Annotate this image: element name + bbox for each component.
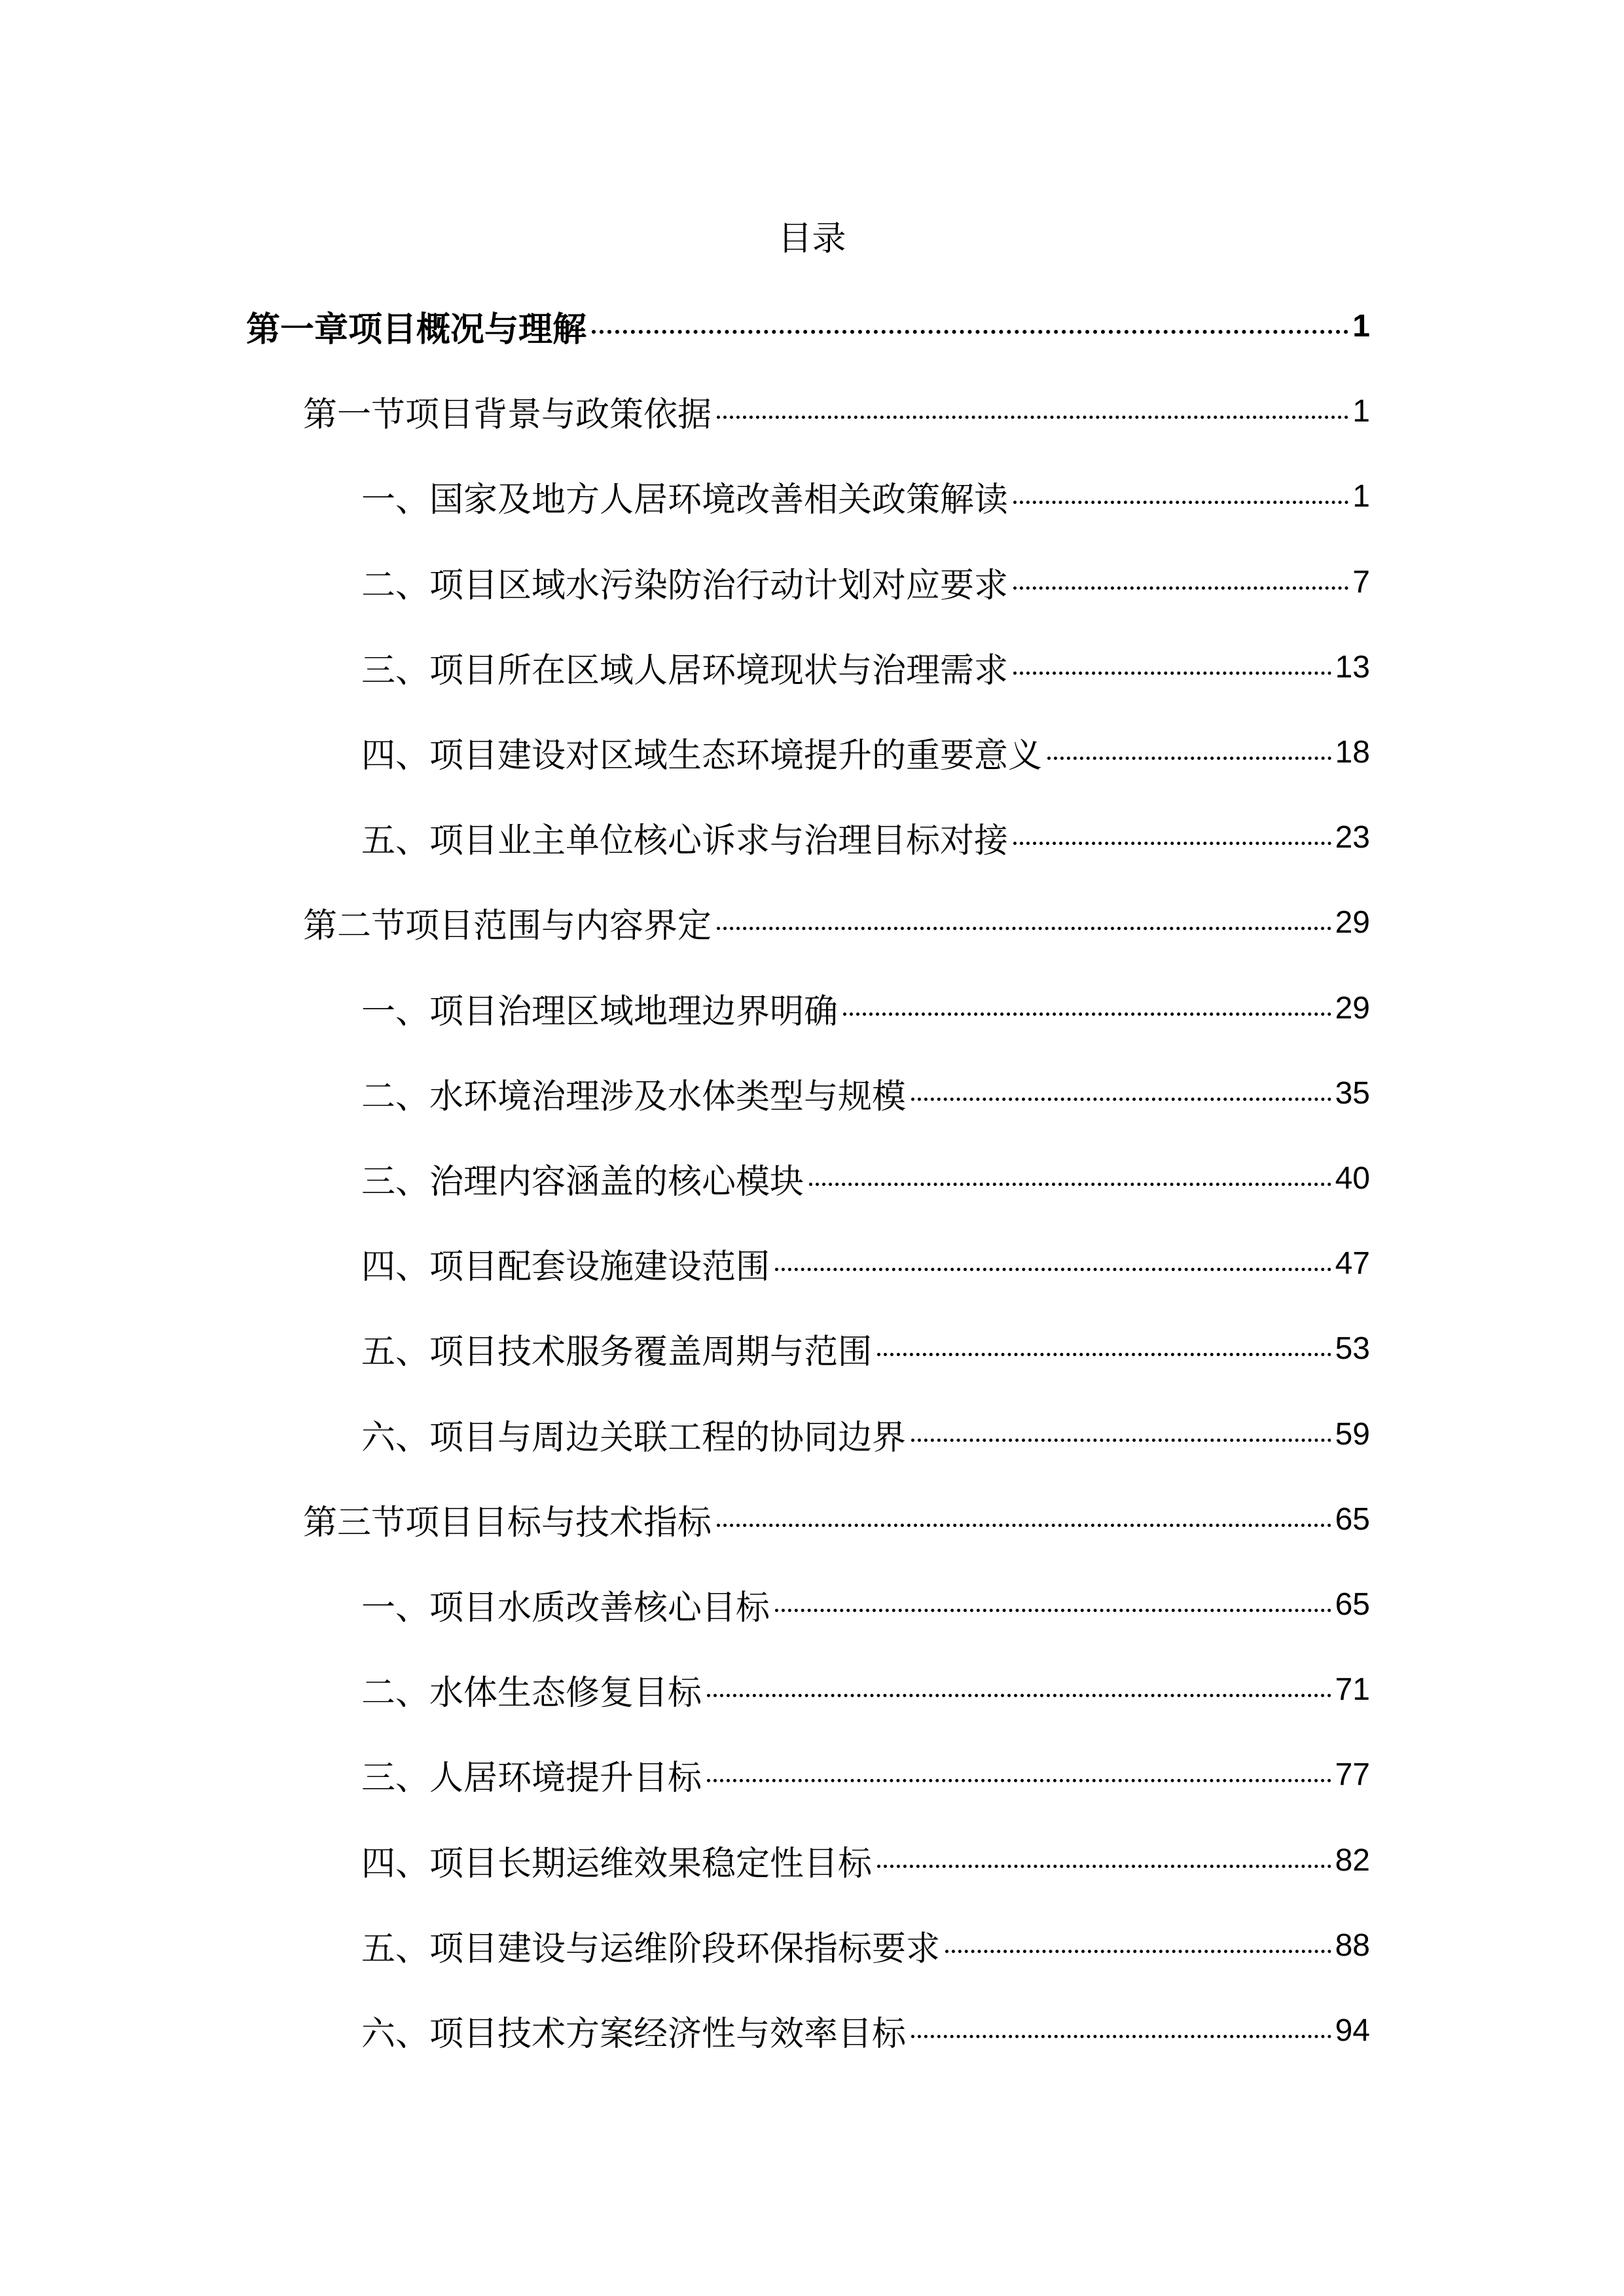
- toc-entry-page-number: 59: [1335, 1416, 1370, 1452]
- toc-entry-page-number: 13: [1335, 649, 1370, 685]
- toc-entry-page-number: 7: [1352, 564, 1370, 600]
- toc-entry-label: 一、项目治理区域地理边界明确: [361, 992, 839, 1031]
- toc-entry-page-number: 94: [1335, 2013, 1370, 2048]
- dot-leader: [775, 1609, 1331, 1612]
- toc-entry[interactable]: [361, 982, 1370, 1034]
- toc-entry-page-number: 65: [1335, 1501, 1370, 1537]
- toc-entry-page-number: 1: [1352, 308, 1370, 344]
- dot-leader: [1013, 501, 1348, 504]
- dot-leader: [843, 1013, 1331, 1016]
- toc-entry[interactable]: [361, 1152, 1370, 1204]
- toc-entry-page-number: 29: [1335, 905, 1370, 940]
- dot-leader: [775, 1268, 1331, 1271]
- toc-entry-label: 四、项目建设对区域生态环境提升的重要意义: [361, 736, 1043, 776]
- toc-entry-label: 五、项目建设与运维阶段环保指标要求: [361, 1929, 941, 1969]
- toc-entry[interactable]: [303, 1493, 1370, 1545]
- toc-entry-label: 三、治理内容涵盖的核心模块: [361, 1162, 804, 1202]
- toc-entry-label: 第一节项目背景与政策依据: [303, 395, 712, 435]
- toc-entry-page-number: 1: [1352, 478, 1370, 514]
- dot-leader: [717, 1524, 1331, 1527]
- toc-entry[interactable]: [361, 641, 1370, 693]
- toc-entry[interactable]: [361, 726, 1370, 778]
- toc-entry[interactable]: [361, 470, 1370, 522]
- toc-entry[interactable]: [303, 385, 1370, 437]
- dot-leader: [717, 927, 1331, 930]
- toc-entry[interactable]: [361, 1663, 1370, 1715]
- toc-entry[interactable]: [361, 1237, 1370, 1289]
- toc-entry-label: 三、项目所在区域人居环境现状与治理需求: [361, 651, 1009, 691]
- toc-entry-page-number: 29: [1335, 990, 1370, 1026]
- toc-entry[interactable]: [303, 896, 1370, 948]
- dot-leader: [1047, 757, 1331, 760]
- toc-entry-label: 二、水环境治理涉及水体类型与规模: [361, 1077, 907, 1117]
- toc-entry-label: 六、项目与周边关联工程的协同边界: [361, 1418, 907, 1458]
- toc-title: 目录: [778, 219, 846, 259]
- dot-leader: [809, 1183, 1331, 1186]
- toc-entry[interactable]: [361, 1408, 1370, 1460]
- toc-entry[interactable]: [246, 300, 1370, 352]
- toc-entry[interactable]: [361, 811, 1370, 863]
- dot-leader: [911, 1439, 1331, 1442]
- dot-leader: [707, 1694, 1331, 1697]
- toc-entry-label: 六、项目技术方案经济性与效率目标: [361, 2014, 907, 2054]
- dot-leader: [592, 330, 1348, 334]
- dot-leader: [1013, 842, 1331, 845]
- toc-entry-label: 一、国家及地方人居环境改善相关政策解读: [361, 480, 1009, 520]
- toc-entry-label: 第二节项目范围与内容界定: [303, 906, 712, 946]
- toc-entry-page-number: 35: [1335, 1075, 1370, 1111]
- toc-entry-label: 四、项目配套设施建设范围: [361, 1247, 770, 1287]
- dot-leader: [877, 1353, 1331, 1356]
- dot-leader: [911, 1098, 1331, 1101]
- dot-leader: [717, 416, 1348, 419]
- toc-entry-page-number: 47: [1335, 1246, 1370, 1281]
- toc-entry[interactable]: [361, 556, 1370, 608]
- toc-entry[interactable]: [361, 1067, 1370, 1119]
- toc-entry-page-number: 1: [1352, 393, 1370, 429]
- dot-leader: [911, 2035, 1331, 2038]
- toc-entry[interactable]: [361, 1919, 1370, 1971]
- toc-entry-page-number: 53: [1335, 1331, 1370, 1366]
- toc-entry-page-number: 77: [1335, 1757, 1370, 1792]
- toc-entry-label: 第一章项目概况与理解: [246, 309, 587, 350]
- toc-entry-label: 二、项目区域水污染防治行动计划对应要求: [361, 565, 1009, 605]
- toc-entry-page-number: 18: [1335, 734, 1370, 770]
- toc-entry-label: 一、项目水质改善核心目标: [361, 1588, 770, 1628]
- dot-leader: [1013, 672, 1331, 675]
- toc-entry-label: 四、项目长期运维效果稳定性目标: [361, 1844, 873, 1884]
- toc-entry-label: 三、人居环境提升目标: [361, 1758, 702, 1798]
- toc-entry[interactable]: [361, 1578, 1370, 1630]
- toc-entry[interactable]: [361, 2004, 1370, 2056]
- dot-leader: [1013, 586, 1348, 590]
- toc-entry[interactable]: [361, 1834, 1370, 1886]
- toc-entry-page-number: 40: [1335, 1160, 1370, 1196]
- toc-entry[interactable]: [361, 1748, 1370, 1801]
- toc-entry-label: 五、项目业主单位核心诉求与治理目标对接: [361, 821, 1009, 861]
- toc-entry-label: 五、项目技术服务覆盖周期与范围: [361, 1332, 873, 1372]
- toc-entry[interactable]: [361, 1322, 1370, 1374]
- toc-entry-label: 第三节项目目标与技术指标: [303, 1503, 712, 1543]
- toc-entry-page-number: 23: [1335, 819, 1370, 855]
- dot-leader: [877, 1865, 1331, 1868]
- toc-entry-label: 二、水体生态修复目标: [361, 1673, 702, 1713]
- toc-entry-page-number: 88: [1335, 1928, 1370, 1963]
- toc-entry-page-number: 65: [1335, 1587, 1370, 1622]
- toc-entry-page-number: 71: [1335, 1672, 1370, 1707]
- dot-leader: [707, 1779, 1331, 1782]
- toc-entry-page-number: 82: [1335, 1842, 1370, 1878]
- dot-leader: [945, 1950, 1331, 1953]
